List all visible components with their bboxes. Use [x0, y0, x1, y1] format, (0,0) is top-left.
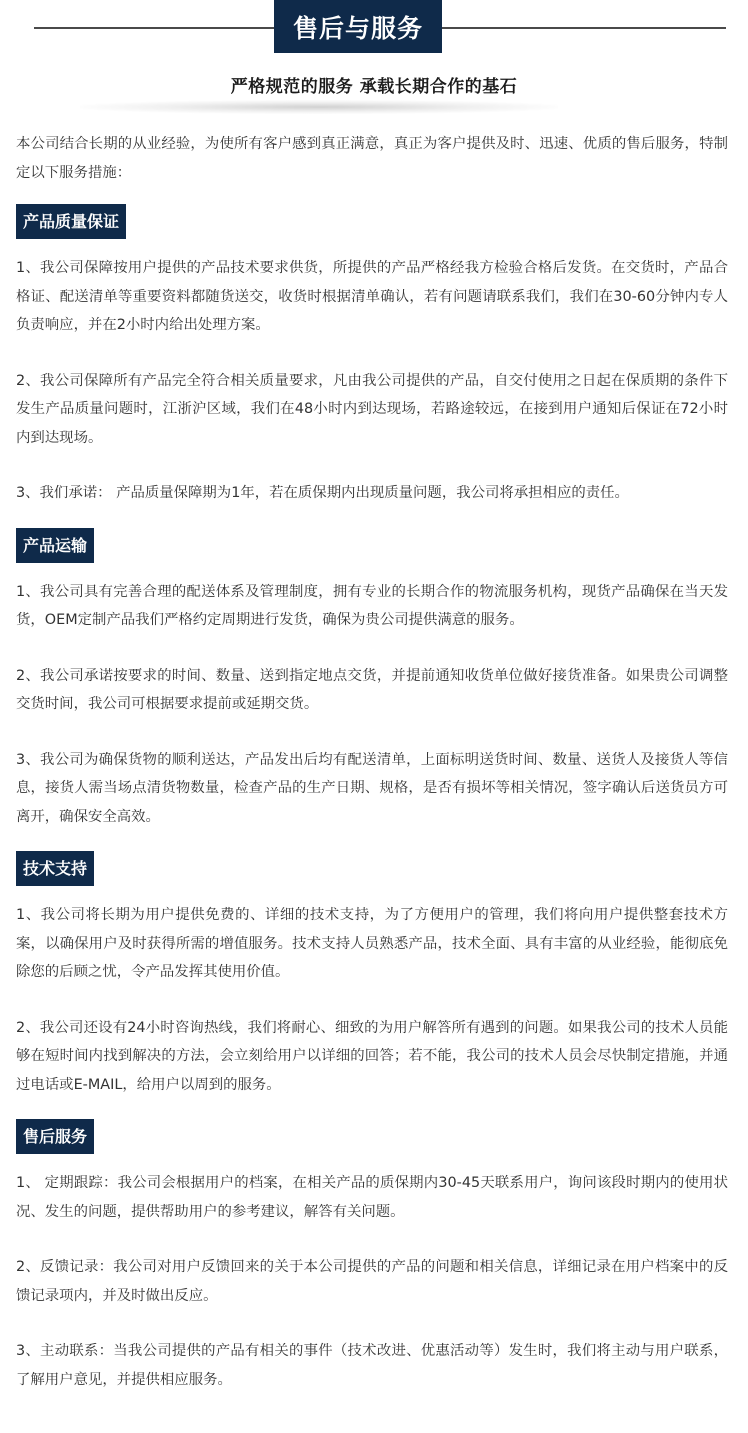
section-item: 1、我公司将长期为用户提供免费的、详细的技术支持，为了方便用户的管理，我们将向用户提供整套技术方案，以确保用户及时获得所需的增值服务。技术支持人员熟悉产品，技术全面、具有丰富的从业经验，能彻底免除您的后顾之忧，令产品发挥其使用价值。 — [16, 907, 728, 980]
page-subtitle: 严格规范的服务 承载长期合作的基石 — [230, 77, 518, 97]
section-item: 3、主动联系：当我公司提供的产品有相关的事件（技术改进、优惠活动等）发生时，我们将主动与用户联系，了解用户意见，并提供相应服务。 — [16, 1343, 728, 1388]
section-item: 3、我公司为确保货物的顺利送达，产品发出后均有配送清单，上面标明送货时间、数量、送货人及接货人等信息，接货人需当场点清货物数量，检查产品的生产日期、规格，是否有损坏等相关情况，签字确认后送货员方可离开，确保安全高效。 — [16, 751, 728, 825]
section-item: 1、我公司保障按用户提供的产品技术要求供货，所提供的产品严格经我方检验合格后发货。在交货时，产品合格证、配送清单等重要资料都随货送交，收货时根据清单确认，若有问题请联系我们，我们在30-60分钟内专人负责响应，并在2小时内给出处理方案。 — [16, 260, 728, 333]
page-title-banner — [274, 0, 442, 53]
section-item: 2、反馈记录：我公司对用户反馈回来的关于本公司提供的产品的问题和相关信息，详细记录在用户档案中的反馈记录项内，并及时做出反应。 — [16, 1259, 728, 1304]
page-title: 售后与服务 — [292, 13, 423, 43]
section-item: 2、我公司承诺按要求的时间、数量、送到指定地点交货，并提前通知收货单位做好接货准备。如果贵公司调整交货时间，我公司可根据要求提前或延期交货。 — [16, 667, 728, 712]
section-quality — [16, 204, 728, 508]
section-heading: 产品运输 — [16, 528, 94, 563]
subtitle-shadow-decoration — [80, 100, 558, 114]
section-heading: 售后服务 — [16, 1119, 94, 1154]
content-area — [16, 130, 728, 1414]
section-item: 2、我公司还设有24小时咨询热线，我们将耐心、细致的为用户解答所有遇到的问题。如果我公司的技术人员能够在短时间内找到解决的方法，会立刻给用户以详细的回答；若不能，我公司的技术人员会尽快制定措施，并通过电话或E-MAIL，给用户以周到的服务。 — [16, 1019, 728, 1093]
intro-paragraph: 本公司结合长期的从业经验，为使所有客户感到真正满意，真正为客户提供及时、迅速、优质的售后服务，特制定以下服务措施： — [16, 136, 728, 181]
section-item: 3、我们承诺： 产品质量保障期为1年，若在质保期内出现质量问题，我公司将承担相应的责任。 — [16, 485, 629, 501]
section-heading: 技术支持 — [16, 851, 94, 886]
section-heading: 产品质量保证 — [16, 204, 126, 239]
section-transport — [16, 528, 728, 832]
section-tech-support — [16, 851, 728, 1099]
section-item: 2、我公司保障所有产品完全符合相关质量要求，凡由我公司提供的产品，自交付使用之日起在保质期的条件下发生产品质量问题时，江浙沪区域，我们在48小时内到达现场，若路途较远，在接到用户通知后保证在72小时内到达现场。 — [16, 372, 728, 446]
section-item: 1、 定期跟踪：我公司会根据用户的档案，在相关产品的质保期内30-45天联系用户，询问该段时期内的使用状况、发生的问题，提供帮助用户的参考建议，解答有关问题。 — [16, 1175, 728, 1220]
section-after-sales — [16, 1119, 728, 1394]
section-item: 1、我公司具有完善合理的配送体系及管理制度，拥有专业的长期合作的物流服务机构，现货产品确保在当天发货，OEM定制产品我们严格约定周期进行发货，确保为贵公司提供满意的服务。 — [16, 583, 728, 628]
